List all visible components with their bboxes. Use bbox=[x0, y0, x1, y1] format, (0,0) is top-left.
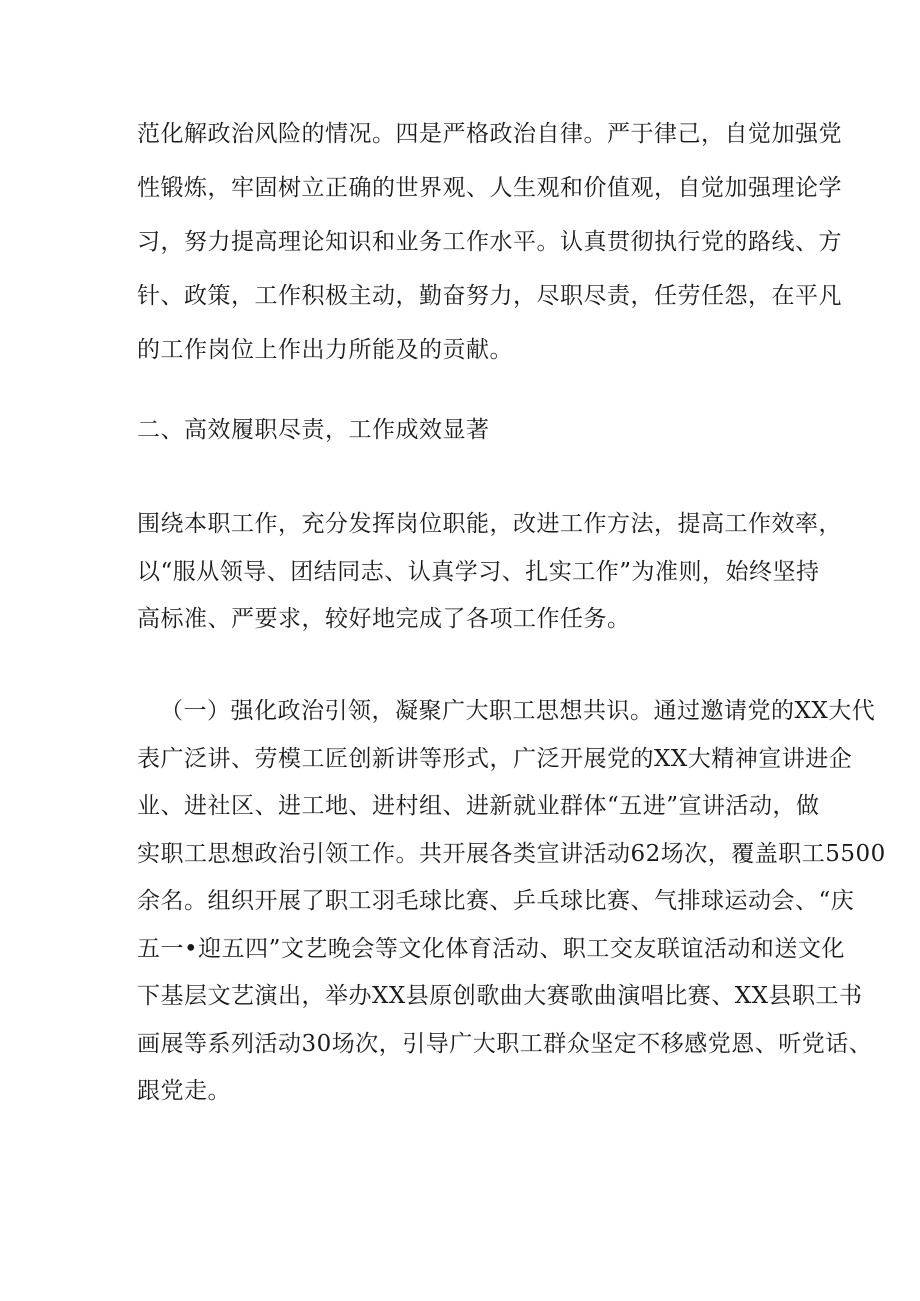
paragraph-1-line-1: 范化解政治风险的情况。四是严格政治自律。严于律己，自觉加强党 bbox=[137, 121, 842, 147]
paragraph-1-line-3: 习，努力提高理论知识和业务工作水平。认真贯彻执行党的路线、方 bbox=[137, 229, 842, 255]
section-heading: 二、高效履职尽责，工作成效显著 bbox=[137, 417, 490, 443]
paragraph-3-line-4: 实职工思想政治引领工作。共开展各类宣讲活动62场次，覆盖职工5500 bbox=[137, 841, 886, 867]
paragraph-2-line-1: 围绕本职工作，充分发挥岗位职能，改进工作方法，提高工作效率， bbox=[137, 511, 842, 537]
paragraph-3-line-6: 五一•迎五四”文艺晚会等文化体育活动、职工交友联谊活动和送文化 bbox=[137, 936, 845, 962]
paragraph-2-line-3: 高标准、严要求，较好地完成了各项工作任务。 bbox=[137, 606, 631, 632]
paragraph-1-line-4: 针、政策，工作积极主动，勤奋努力，尽职尽责，任劳任怨，在平凡 bbox=[137, 283, 842, 309]
paragraph-1-line-2: 性锻炼，牢固树立正确的世界观、人生观和价值观，自觉加强理论学 bbox=[137, 175, 842, 201]
paragraph-3-line-3: 业、进社区、进工地、进村组、进新就业群体“五进”宣讲活动，做 bbox=[137, 793, 820, 819]
paragraph-2-line-2: 以“服从领导、团结同志、认真学习、扎实工作”为准则，始终坚持 bbox=[137, 559, 820, 585]
paragraph-3-line-8: 画展等系列活动30场次，引导广大职工群众坚定不移感党恩、听党话、 bbox=[137, 1031, 873, 1057]
paragraph-3-line-2: 表广泛讲、劳模工匠创新讲等形式，广泛开展党的XX大精神宣讲进企 bbox=[137, 746, 853, 772]
paragraph-3-line-9: 跟党走。 bbox=[137, 1078, 231, 1104]
paragraph-3-line-1: （一）强化政治引领，凝聚广大职工思想共识。通过邀请党的XX大代 bbox=[160, 698, 876, 724]
paragraph-1-line-5: 的工作岗位上作出力所能及的贡献。 bbox=[137, 337, 513, 363]
paragraph-3-line-7: 下基层文艺演出，举办XX县原创歌曲大赛歌曲演唱比赛、XX县职工书 bbox=[137, 983, 863, 1009]
paragraph-3-line-5: 余名。组织开展了职工羽毛球比赛、乒乓球比赛、气排球运动会、“庆 bbox=[137, 888, 855, 914]
